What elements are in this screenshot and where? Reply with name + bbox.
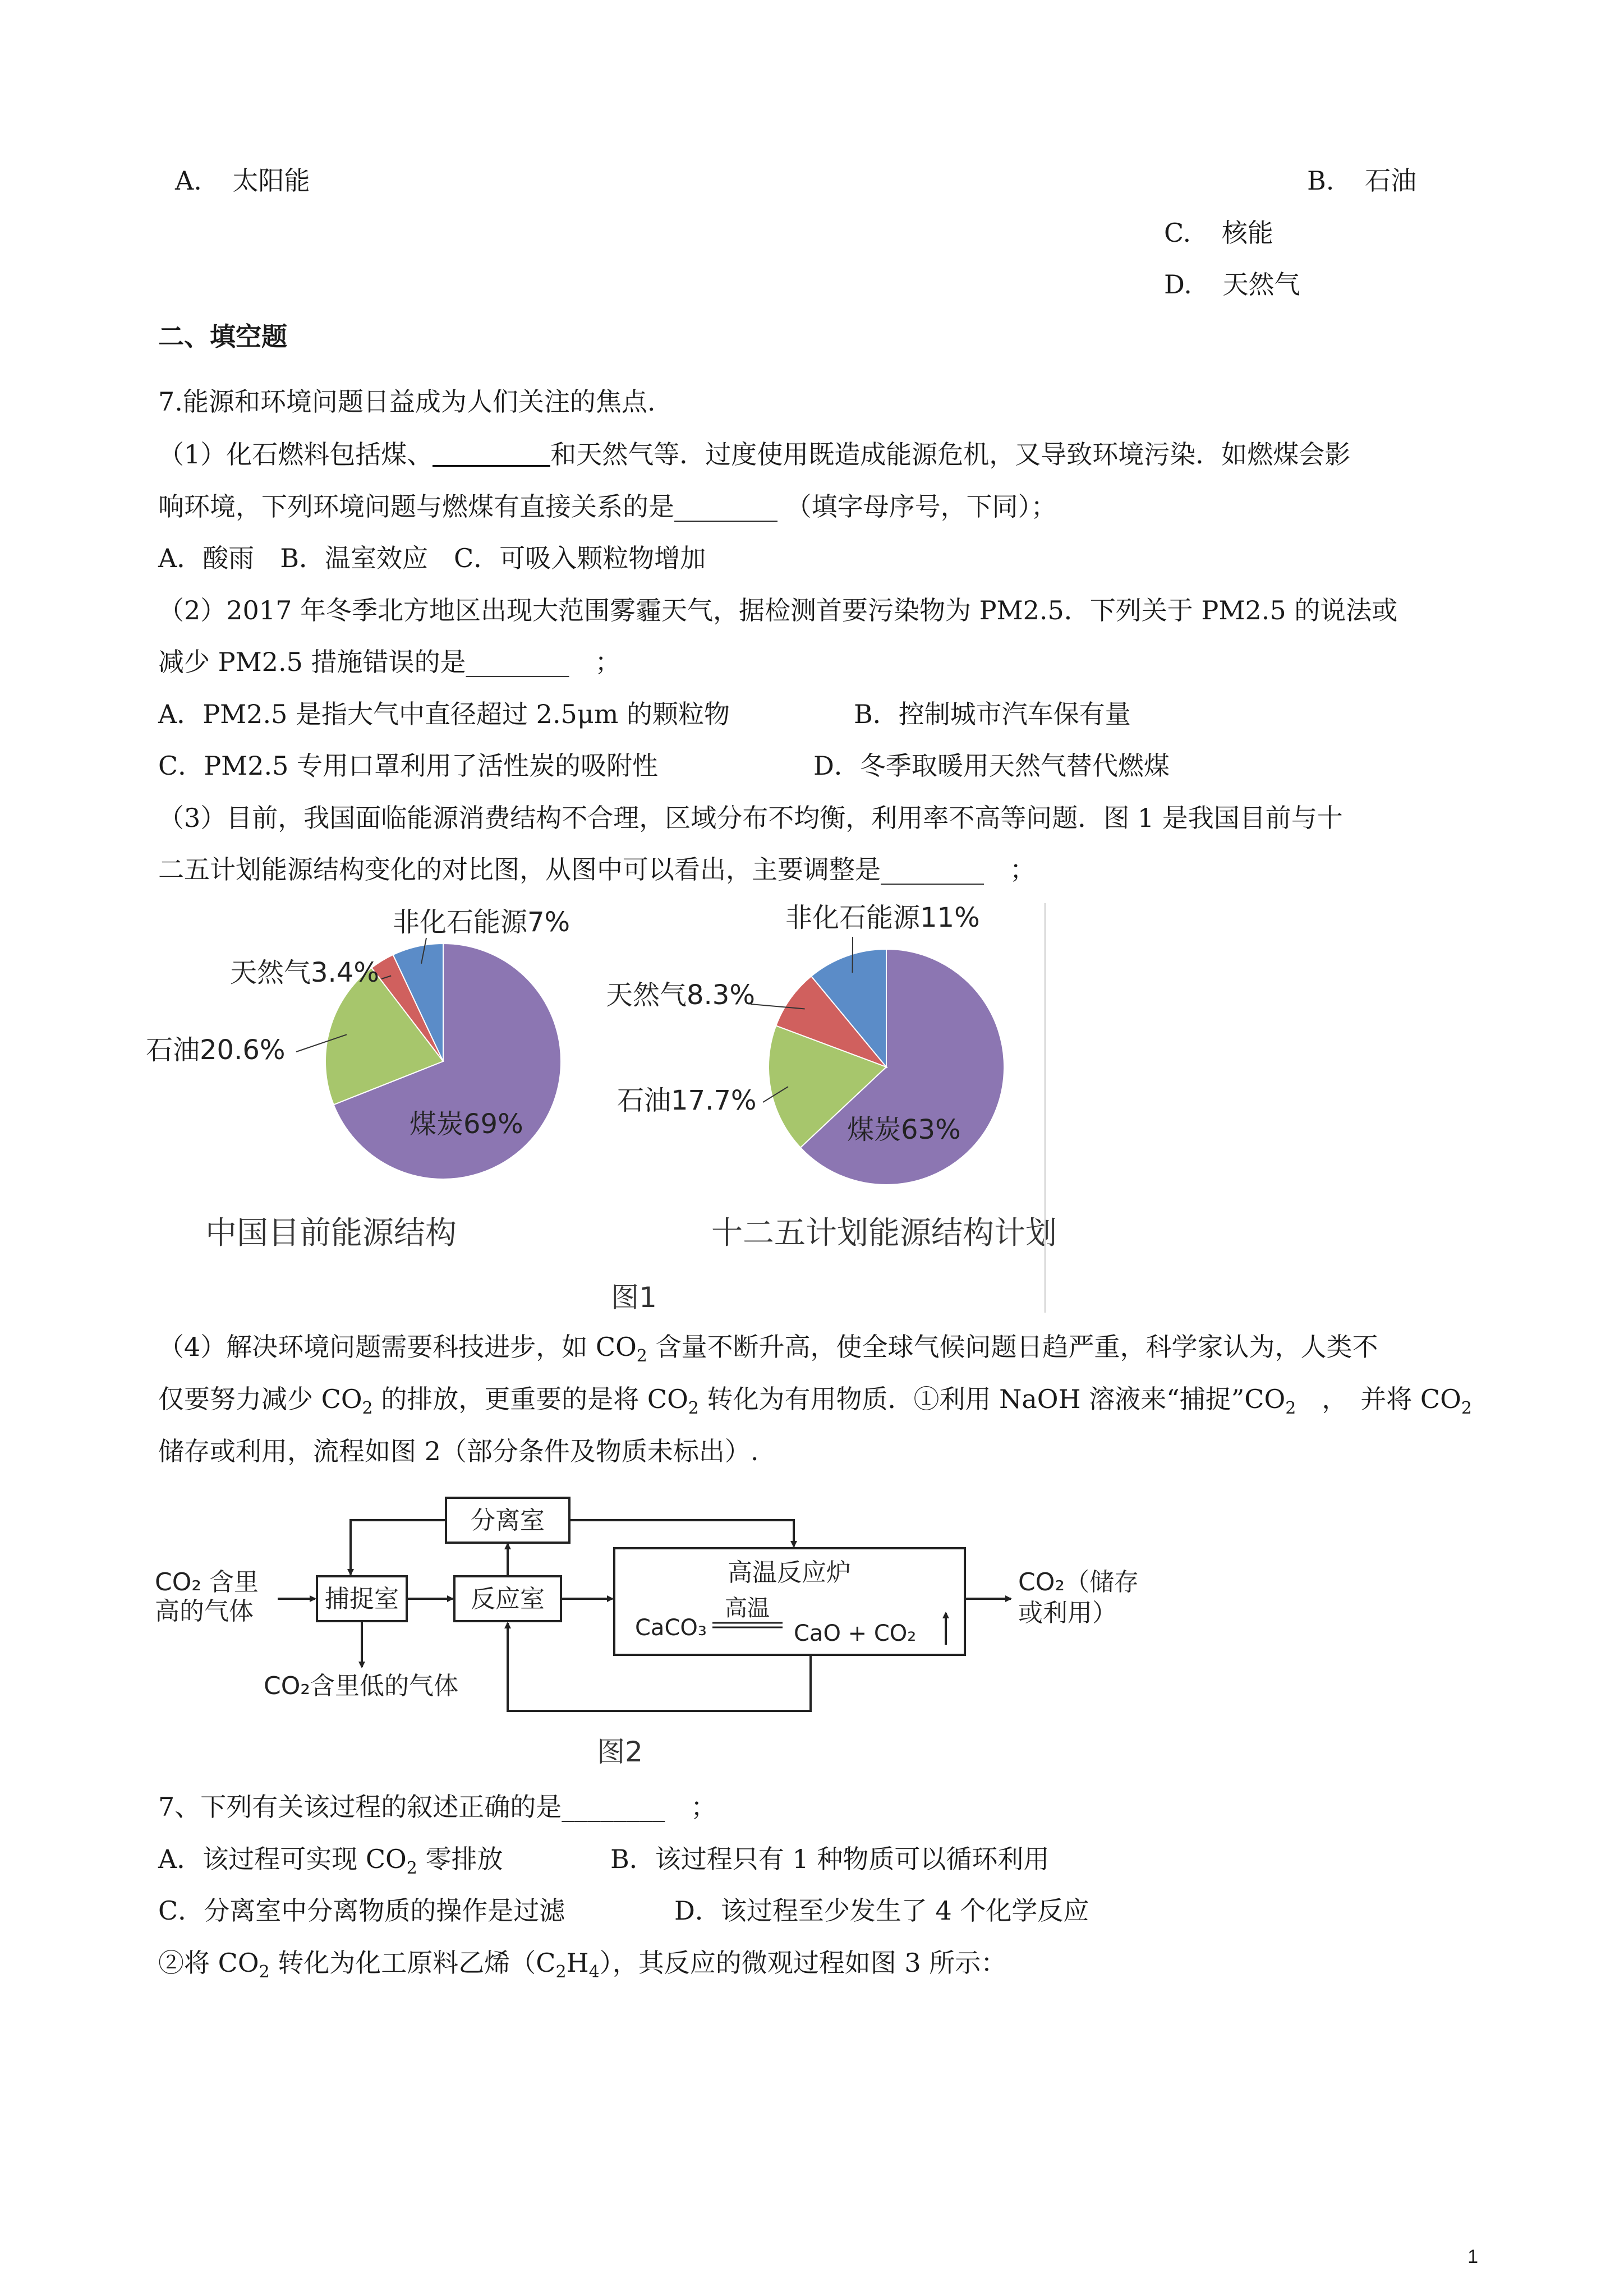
subquestion-2-line bbox=[158, 1946, 1006, 1980]
h4-subscript: 4 bbox=[588, 1962, 600, 1982]
subquestion-line: 7、下列有关该过程的叙述正确的是________ ； bbox=[158, 1792, 717, 1822]
subquestion-option-c: C．分离室中分离物质的操作是过滤 bbox=[158, 1895, 565, 1926]
pie-chart-plan bbox=[606, 902, 1004, 1185]
furnace-title: 高温反应炉 bbox=[728, 1558, 851, 1587]
part4-text-a: （4）解决环境问题需要科技进步，如 CO bbox=[158, 1332, 637, 1362]
option-b-text: 石油 bbox=[1365, 165, 1417, 196]
input-gas-label-2: 高的气体 bbox=[155, 1597, 254, 1626]
part4-text-c: 仅要努力减少 CO bbox=[158, 1384, 362, 1414]
option-d-text: 天然气 bbox=[1222, 269, 1300, 300]
part4-line1 bbox=[158, 1330, 1378, 1364]
subquestion-option-a bbox=[158, 1842, 503, 1876]
option-b-letter: B. bbox=[1307, 165, 1335, 196]
equation-right: CaO + CO₂ bbox=[794, 1621, 917, 1646]
part4-line3: 储存或利用，流程如图 2（部分条件及物质未标出）. bbox=[158, 1436, 759, 1466]
part4-text-f: ， 并将 CO bbox=[1296, 1384, 1461, 1414]
separation-chamber-label: 分离室 bbox=[471, 1506, 545, 1535]
pie-label-coal: 煤炭63% bbox=[847, 1114, 961, 1145]
co2-subscript: 2 bbox=[406, 1858, 417, 1878]
capture-chamber-label: 捕捉室 bbox=[325, 1585, 399, 1613]
co2-subscript: 2 bbox=[636, 1346, 647, 1366]
co2-subscript: 2 bbox=[362, 1398, 373, 1418]
part1-line2: 响环境，下列环境问题与燃煤有直接关系的是________ （填字母序号，下同）； bbox=[158, 491, 1057, 522]
sub2-text-d: ），其反应的微观过程如图 3 所示： bbox=[599, 1948, 1007, 1978]
figure-1-caption: 图1 bbox=[611, 1281, 657, 1314]
subquestion-option-b: B．该过程只有 1 种物质可以循环利用 bbox=[610, 1844, 1050, 1874]
answer-blank[interactable] bbox=[433, 443, 550, 467]
figure-2 bbox=[151, 1487, 1161, 1773]
part4-line2 bbox=[158, 1382, 1472, 1416]
pie-label-gas: 天然气8.3% bbox=[606, 979, 755, 1011]
option-c-text: 核能 bbox=[1221, 218, 1273, 248]
co2-subscript: 2 bbox=[259, 1962, 270, 1982]
co2-subscript: 2 bbox=[1285, 1398, 1296, 1418]
figure-2-caption: 图2 bbox=[597, 1736, 643, 1768]
option-a-letter: A. bbox=[175, 165, 202, 196]
option-c bbox=[1164, 216, 1273, 250]
part1-line1 bbox=[158, 438, 1350, 471]
reaction-chamber-label: 反应室 bbox=[471, 1585, 545, 1613]
part2-line1: （2）2017 年冬季北方地区出现大范围雾霾天气，据检测首要污染物为 PM2.5．下列关于 PM2.5 的说法或 bbox=[158, 595, 1398, 625]
figure-1 bbox=[146, 886, 1066, 1324]
option-d-letter: D. bbox=[1164, 269, 1192, 300]
section-title: 二、填空题 bbox=[158, 321, 287, 352]
option-b bbox=[1307, 164, 1416, 197]
low-gas-label: CO₂含里低的气体 bbox=[264, 1672, 458, 1700]
output-label-2: 或利用） bbox=[1018, 1599, 1117, 1627]
part4-text-b: 含量不断升高，使全球气候问题日趋严重，科学家认为，人类不 bbox=[647, 1332, 1378, 1362]
co2-subscript: 2 bbox=[1461, 1398, 1472, 1418]
pie-chart-current bbox=[146, 907, 570, 1179]
pie-label-gas: 天然气3.4% bbox=[230, 957, 379, 988]
part2-line2: 减少 PM2.5 措施错误的是________ ； bbox=[158, 647, 621, 677]
subquestion-option-d: D．该过程至少发生了 4 个化学反应 bbox=[674, 1895, 1089, 1926]
part2-option-b: B．控制城市汽车保有量 bbox=[854, 699, 1131, 729]
sub2-text-a: ②将 CO bbox=[158, 1948, 259, 1978]
part2-option-c: C．PM2.5 专用口罩利用了活性炭的吸附性 bbox=[158, 751, 659, 781]
part4-text-e: 转化为有用物质．①利用 NaOH 溶液来“捕捉”CO bbox=[698, 1384, 1286, 1414]
option-d bbox=[1164, 268, 1300, 301]
question-stem: 7.能源和环境问题日益成为人们关注的焦点. bbox=[158, 386, 656, 417]
c2-subscript: 2 bbox=[555, 1962, 567, 1982]
pie-label-oil: 石油20.6% bbox=[146, 1034, 286, 1066]
pie-label-nonfossil: 非化石能源11% bbox=[785, 902, 980, 933]
pie-label-nonfossil: 非化石能源7% bbox=[393, 907, 571, 938]
sub-opt-a-text: A．该过程可实现 CO bbox=[158, 1844, 407, 1874]
pie-plan-title: 十二五计划能源结构计划 bbox=[711, 1215, 1057, 1251]
input-gas-label-1: CO₂ 含里 bbox=[155, 1568, 259, 1596]
pie-label-oil: 石油17.7% bbox=[617, 1085, 757, 1116]
part2-option-d: D．冬季取暖用天然气替代燃煤 bbox=[813, 751, 1170, 781]
part4-text-d: 的排放，更重要的是将 CO bbox=[372, 1384, 688, 1414]
co2-subscript: 2 bbox=[688, 1398, 699, 1418]
part3-line2: 二五计划能源结构变化的对比图，从图中可以看出，主要调整是________ ； bbox=[158, 854, 1036, 885]
page-number: 1 bbox=[1467, 2246, 1478, 2267]
sub2-text-c: H bbox=[566, 1948, 589, 1978]
pie-current-title: 中国目前能源结构 bbox=[205, 1215, 457, 1251]
part3-line1: （3）目前，我国面临能源消费结构不合理，区域分布不均衡，利用率不高等问题．图 1 是我国目前与十 bbox=[158, 803, 1343, 833]
sub2-text-b: 转化为化工原料乙烯（C bbox=[269, 1948, 556, 1978]
part1-options: A．酸雨 B．温室效应 C．可吸入颗粒物增加 bbox=[158, 543, 706, 573]
arrow-separator-furnace bbox=[569, 1520, 794, 1547]
option-c-letter: C. bbox=[1164, 218, 1191, 248]
part1-text-b: 和天然气等．过度使用既造成能源危机，又导致环境污染．如燃煤会影 bbox=[550, 439, 1351, 470]
pie-label-coal: 煤炭69% bbox=[410, 1108, 523, 1140]
sub-opt-a-text-2: 零排放 bbox=[417, 1844, 503, 1874]
arrow-separator-capture bbox=[351, 1520, 446, 1575]
part2-option-a: A．PM2.5 是指大气中直径超过 2.5μm 的颗粒物 bbox=[158, 699, 730, 729]
output-label-1: CO₂（储存 bbox=[1018, 1568, 1139, 1596]
equation-condition: 高温 bbox=[725, 1595, 770, 1621]
option-a-text: 太阳能 bbox=[232, 165, 310, 196]
equation-left: CaCO₃ bbox=[635, 1615, 707, 1641]
part1-text-a: （1）化石燃料包括煤、 bbox=[158, 439, 433, 470]
option-a bbox=[175, 164, 310, 197]
